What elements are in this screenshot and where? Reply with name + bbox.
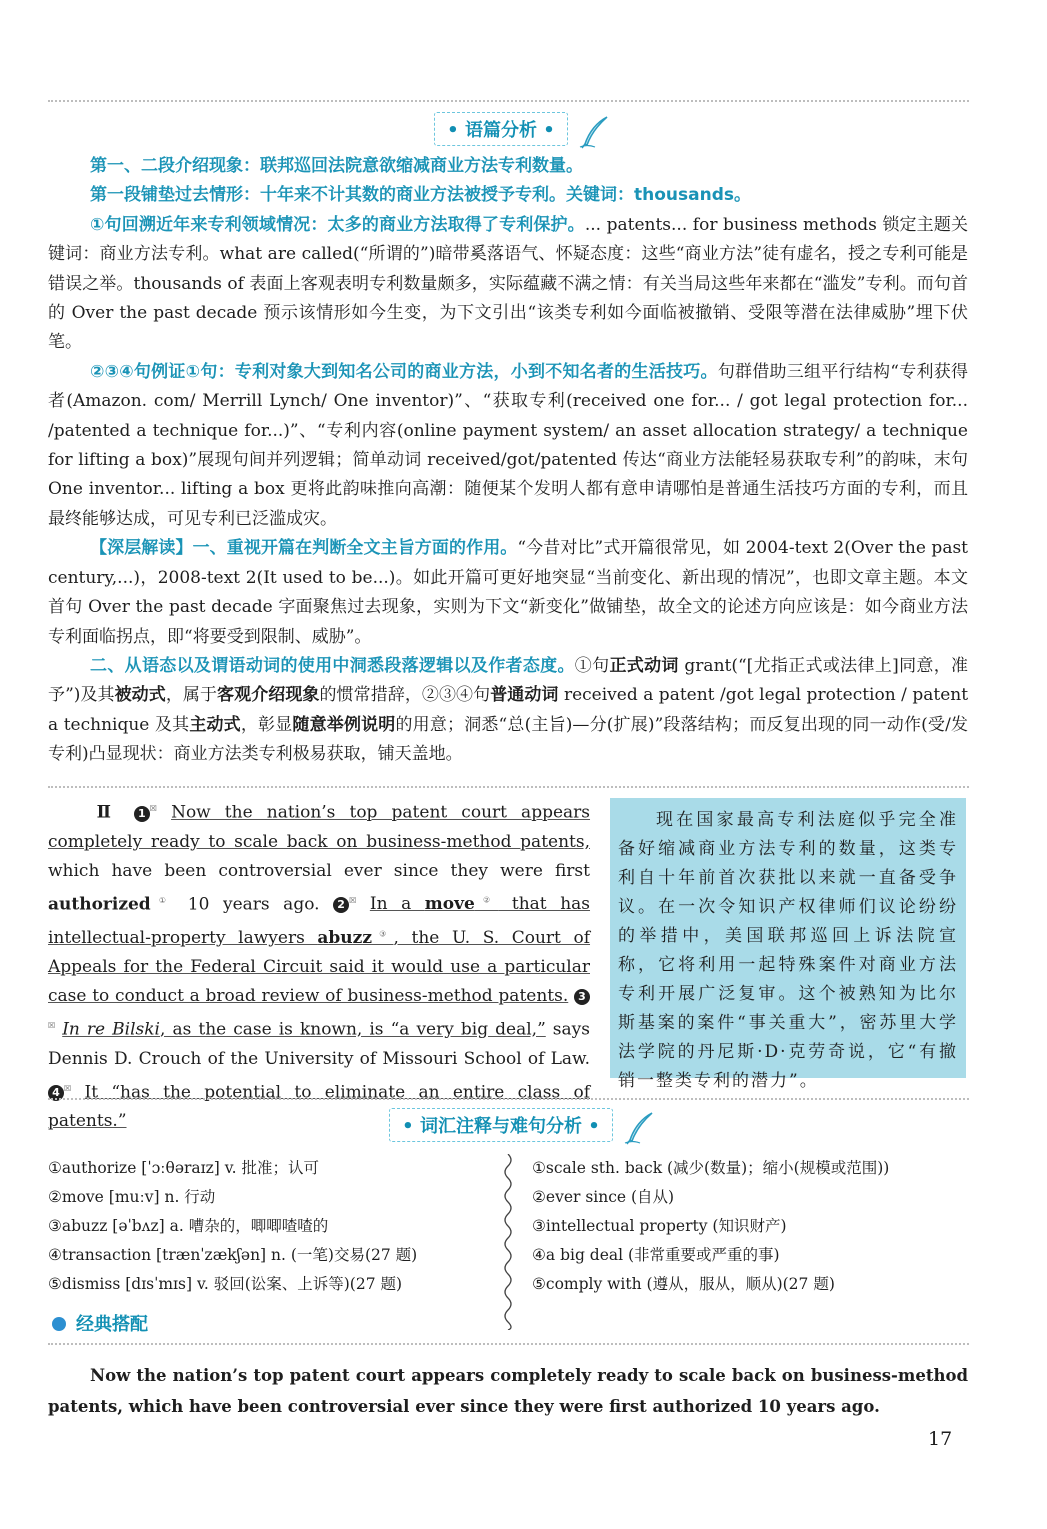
analysis-heading-2: 第一段铺垫过去情形：十年来不计其数的商业方法被授予专利。关键词：thousands。 bbox=[90, 185, 751, 206]
sentence-1c: 10 years ago. bbox=[174, 894, 334, 915]
text-seg: ，彰显 bbox=[240, 714, 293, 735]
sentence-3b: , as the case is known, is “a very big deal,” bbox=[160, 1019, 546, 1040]
text-seg: 的用意；洞悉“总(主旨)—分(扩展)”段落结构；而反复出现的同一动作(受/发专利)凸显现状：商业方法类专利极易获取，铺天盖地。 bbox=[48, 714, 969, 765]
sentence-number-1: 1 bbox=[134, 806, 150, 822]
sentence-4: It “has the potential to eliminate an entire class of patents.” bbox=[48, 1082, 590, 1132]
section-title: • 语篇分析 • bbox=[434, 112, 568, 146]
discourse-analysis-body bbox=[48, 152, 968, 770]
translation-text: 现在国家最高专利法庭似乎完全准备好缩减商业方法专利的数量，这类专利自十年前首次获批以来就一直备受争议。在一次令知识产权律师们议论纷纷的举措中，美国联邦巡回上诉法院宣称，它将利用一起特殊案件对商业方法专利开展广泛复审。这个被熟知为比尔斯基案的案件“事关重大”，密苏里大学法学院的丹尼斯·D·克劳奇说，它“有撤销一整类专利的潜力”。 bbox=[618, 810, 958, 1091]
page-number: 17 bbox=[928, 1428, 953, 1450]
vocab-divider bbox=[48, 1098, 969, 1100]
vocab-word-abuzz: abuzz bbox=[317, 927, 372, 948]
text-seg: ，属于 bbox=[165, 685, 218, 706]
quill-icon bbox=[622, 1110, 658, 1146]
phrase-item: ①scale sth. back (减少(数量)；缩小(规模或范围)) bbox=[532, 1159, 890, 1177]
analysis-text-2: 句群借助三组平行结构“专利获得者(Amazon. com/ Merrill Lynch/ One inventor)”、“获取专利(received one for... / got legal protection for... /patented a technique for...)”、“专利内容(online payment system/ an asset allocation strategy/ a technique for lifting a box)”展现句间并列逻辑；简单动词 received/got/patented 传达“商业方法能轻易获取专利”的韵味，末句 One inventor... lifting a box 更将此韵味推向高潮：随便某个发明人都有意申请哪怕是普通生活技巧方面的专利，而且最终能够达成，可见专利已泛滥成灾。 bbox=[48, 361, 968, 529]
mid-divider bbox=[48, 786, 969, 788]
phrase-item: ⑤comply with (遵从，服从，顺从)(27 题) bbox=[532, 1275, 835, 1293]
sentence-3 bbox=[62, 1020, 546, 1040]
discourse-analysis-header bbox=[0, 112, 1047, 150]
bold-seg: 被动式 bbox=[114, 685, 166, 706]
text-seg: grant(“[尤指正式或法律上]同意，准予”)及其 bbox=[48, 655, 969, 706]
sentence-3c: says Dennis D. Crouch of the University of Missouri School of Law. bbox=[48, 1019, 590, 1069]
analysis-paragraph-4 bbox=[48, 652, 968, 770]
bold-seg: 随意举例说明 bbox=[292, 714, 396, 735]
analysis-heading-1: 第一、二段介绍现象：联邦巡回法院意欲缩减商业方法专利数量。 bbox=[90, 156, 583, 176]
sentence-1b: which have been controversial ever since they were first bbox=[48, 860, 590, 881]
text-seg: received a patent /got legal protection / patent a technique 及其 bbox=[48, 685, 969, 735]
paragraph-roman: Ⅱ bbox=[88, 802, 120, 823]
vocab-item: ③abuzz [əˈbʌz] a. 嘈杂的，唧唧喳喳的 bbox=[48, 1217, 329, 1235]
phrase-item: ③intellectual property (知识财产) bbox=[532, 1217, 787, 1235]
vocab-item: ①authorize [ˈɔːθəraɪz] v. 批准；认可 bbox=[48, 1159, 320, 1177]
mark-icon: ☒ bbox=[349, 895, 357, 905]
case-name: In re Bilski bbox=[62, 1019, 160, 1040]
sentence-1: Now the nation’s top patent court appears completely ready to scale back on business-method patents, bbox=[48, 802, 591, 852]
vocab-word-move: move bbox=[424, 894, 475, 915]
text-seg: ①句 bbox=[574, 655, 610, 676]
note-3-icon: ③ bbox=[371, 929, 394, 939]
analysis-lead-2: ②③④句例证①句：专利对象大到知名公司的商业方法，小到不知名者的生活技巧。 bbox=[90, 361, 718, 382]
mark-icon: ☒ bbox=[64, 1083, 72, 1093]
chinese-translation-box bbox=[610, 798, 966, 1091]
text-seg: 的惯常措辞，②③④句 bbox=[319, 685, 491, 706]
vocab-header bbox=[0, 1108, 1047, 1146]
vocab-list-left bbox=[48, 1154, 417, 1299]
analysis-lead-1: ①句回溯近年来专利领域情况：太多的商业方法取得了专利保护。 bbox=[90, 214, 585, 235]
quill-icon bbox=[577, 114, 613, 150]
phrase-item: ④a big deal (非常重要或严重的事) bbox=[532, 1246, 780, 1264]
mark-icon: ☒ bbox=[48, 1020, 56, 1030]
analysis-paragraph-2 bbox=[48, 358, 968, 534]
sentence-number-2: 2 bbox=[333, 897, 349, 913]
english-passage bbox=[48, 794, 590, 1136]
note-1-icon: ① bbox=[150, 895, 175, 905]
top-divider bbox=[48, 100, 969, 102]
classic-title: 经典搭配 bbox=[76, 1314, 148, 1335]
bottom-divider bbox=[48, 1343, 969, 1345]
bold-seg: 普通动词 bbox=[490, 685, 559, 706]
sentence-number-3: 3 bbox=[574, 989, 590, 1005]
analysis-text-3: “今昔对比”式开篇很常见，如 2004-text 2(Over the past century,...)，2008-text 2(It used to be...)。如此开篇可更好地突显“当前变化、新出现的情况”，也即文章主题。本文首句 Over the past decade 字面聚焦过去现象，实则为下文“新变化”做铺垫，故全文的论述方向应该是：如今商业方法专利面临拐点，即“将要受到限制、威胁”。 bbox=[48, 538, 969, 647]
analysis-lead-4: 二、从语态以及谓语动词的使用中洞悉段落逻辑以及作者态度。 bbox=[90, 655, 575, 676]
bold-seg: 正式动词 bbox=[609, 655, 679, 676]
sentence-2a: In a bbox=[369, 894, 425, 915]
note-2-icon: ② bbox=[474, 895, 499, 905]
analysis-text-1: ... patents... for business methods 锁定主题关键词：商业方法专利。what are called(“所谓的”)暗带奚落语气、怀疑态度：这些“商业方法”徒有虚名，授之专利可能是错误之举。thousands of 表面上客观表明专利数量颇多，实际蕴藏不满之情：有关当局这些年来都在“滥发”专利。而句首的 Over the past decade 预示该情形如今生变，为下文引出“该类专利如今面临被撤销、受限等潜在法律威胁”埋下伏笔。 bbox=[48, 214, 968, 353]
analyzed-sentence: Now the nation’s top patent court appears completely ready to scale back on business-method patents, which have been controversial ever since they were first authorized 10 years ago. bbox=[48, 1366, 968, 1416]
sentence-2c: , the U. S. Court of Appeals for the Federal Circuit said it would use a particular case to conduct a broad review of business-method patents. bbox=[48, 927, 591, 1006]
vocab-word-authorized: authorized bbox=[48, 894, 151, 915]
analysis-paragraph-1 bbox=[48, 211, 968, 358]
classic-collocation-heading bbox=[52, 1310, 148, 1336]
bold-seg: 主动式 bbox=[189, 714, 241, 735]
vocab-item: ②move [muːv] n. 行动 bbox=[48, 1188, 216, 1206]
vocab-item: ⑤dismiss [dɪsˈmɪs] v. 驳回(讼案、上诉等)(27 题) bbox=[48, 1275, 403, 1293]
wavy-divider bbox=[500, 1154, 516, 1330]
sentence-2b: that has intellectual-property lawyers bbox=[48, 894, 591, 948]
analysis-lead-3: 【深层解读】一、重视开篇在判断全文主旨方面的作用。 bbox=[90, 538, 518, 559]
bold-seg: 客观介绍现象 bbox=[217, 685, 320, 706]
bullet-dot-icon bbox=[52, 1317, 66, 1331]
mark-icon: ☒ bbox=[149, 804, 157, 813]
sentence-number-4: 4 bbox=[48, 1085, 64, 1101]
analysis-paragraph-3 bbox=[48, 534, 968, 652]
phrase-item: ②ever since (自从) bbox=[532, 1188, 675, 1206]
vocab-item: ④transaction [trænˈzækʃən] n. (一笔)交易(27 题) bbox=[48, 1246, 418, 1264]
vocab-section-title: • 词汇注释与难句分析 • bbox=[389, 1108, 613, 1142]
phrase-list-right bbox=[532, 1154, 889, 1299]
